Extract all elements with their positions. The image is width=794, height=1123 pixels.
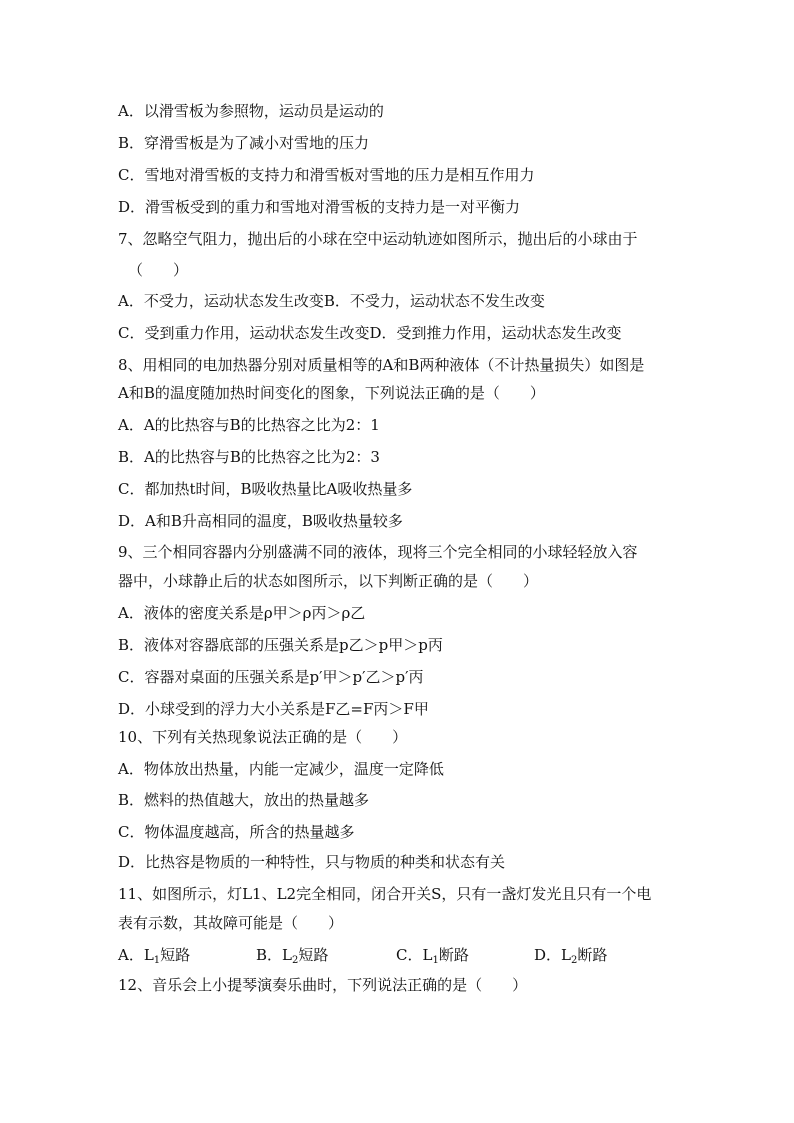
q6-option-c: C．雪地对滑雪板的支持力和滑雪板对雪地的压力是相互作用力	[118, 166, 535, 184]
q7-options-ab: A．不受力，运动状态发生改变B．不受力，运动状态不发生改变	[118, 292, 545, 310]
q8-stem-line2: A和B的温度随加热时间变化的图象，下列说法正确的是（ ）	[118, 384, 545, 402]
q10-option-b: B．燃料的热值越大，放出的热量越多	[118, 791, 370, 809]
q9-option-a: A．液体的密度关系是ρ甲＞ρ丙＞ρ乙	[118, 604, 366, 622]
q7-options-cd: C．受到重力作用，运动状态发生改变D．受到推力作用，运动状态发生改变	[118, 324, 622, 342]
q9-option-b: B．液体对容器底部的压强关系是p乙＞p甲＞p丙	[118, 636, 443, 654]
q9-option-d: D．小球受到的浮力大小关系是F乙=F丙＞F甲	[118, 700, 429, 718]
q12-stem: 12、音乐会上小提琴演奏乐曲时，下列说法正确的是（ ）	[118, 976, 528, 994]
q11-option-a: A．$L_1$短路	[118, 946, 191, 966]
q9-stem-line2: 器中，小球静止后的状态如图所示，以下判断正确的是（ ）	[118, 572, 539, 590]
q9-stem-line1: 9、三个相同容器内分别盛满不同的液体，现将三个完全相同的小球轻轻放入容	[118, 543, 638, 561]
q6-option-d: D．滑雪板受到的重力和雪地对滑雪板的支持力是一对平衡力	[118, 198, 521, 216]
q8-option-a: A．A的比热容与B的比热容之比为2：1	[118, 416, 380, 434]
q10-stem: 10、下列有关热现象说法正确的是（ ）	[118, 728, 408, 746]
q8-stem-line1: 8、用相同的电加热器分别对质量相等的A和B两种液体（不计热量损失）如图是	[118, 356, 645, 374]
q10-option-c: C．物体温度越高，所含的热量越多	[118, 823, 355, 841]
q11-option-c: C．$L_1$断路	[396, 946, 469, 966]
q6-option-a: A．以滑雪板为参照物，运动员是运动的	[118, 102, 384, 120]
q8-option-c: C．都加热t时间，B吸收热量比A吸收热量多	[118, 480, 413, 498]
q7-answer-blank: （ ）	[128, 261, 189, 279]
q6-option-b: B．穿滑雪板是为了减小对雪地的压力	[118, 134, 370, 152]
q7-stem: 7、忽略空气阻力，抛出后的小球在空中运动轨迹如图所示，抛出后的小球由于	[118, 230, 638, 248]
q11-stem-line2: 表有示数，其故障可能是（ ）	[118, 914, 344, 932]
q10-option-a: A．物体放出热量，内能一定减少，温度一定降低	[118, 760, 444, 778]
q8-option-b: B．A的比热容与B的比热容之比为2：3	[118, 448, 380, 466]
q11-stem-line1: 11、如图所示，灯L1、L2完全相同，闭合开关S，只有一盏灯发光且只有一个电	[118, 885, 652, 903]
q11-option-b: B．$L_2$短路	[256, 946, 329, 966]
q8-option-d: D．A和B升高相同的温度，B吸收热量较多	[118, 512, 403, 530]
q10-option-d: D．比热容是物质的一种特性，只与物质的种类和状态有关	[118, 853, 506, 871]
q9-option-c: C．容器对桌面的压强关系是p′甲＞p′乙＞p′丙	[118, 668, 424, 686]
q11-option-d: D．$L_2$断路	[534, 946, 608, 966]
